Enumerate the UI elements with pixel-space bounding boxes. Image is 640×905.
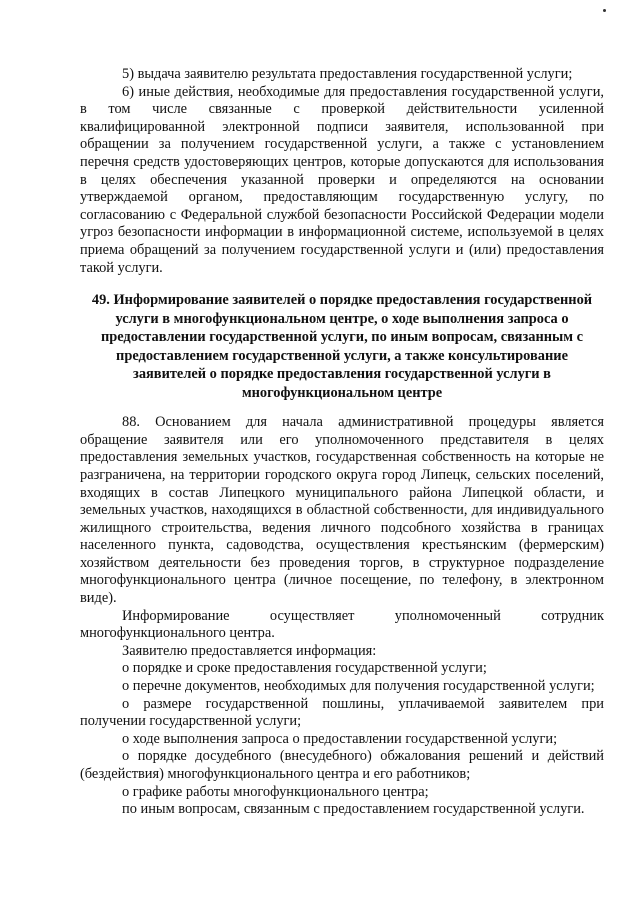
list-item: о порядке досудебного (внесудебного) обжалования решений и действий (бездействия) многофункционального центра и его работников;: [80, 748, 604, 782]
list-item: о графике работы многофункционального центра;: [122, 783, 429, 800]
list-item: по иным вопросам, связанным с предоставлением государственной услуги.: [122, 801, 585, 818]
list-item: о порядке и сроке предоставления государственной услуги;: [122, 660, 487, 677]
paragraph-information-provided: Заявителю предоставляется информация:: [122, 642, 377, 659]
list-item: о размере государственной пошлины, уплачиваемой заявителем при получении государственной услуги;: [80, 695, 604, 730]
paragraph-item-5: 5) выдача заявителю результата предоставления государственной услуги;: [122, 66, 573, 82]
document-body: [80, 66, 604, 819]
paragraph-88: 88. Основанием для начала административной процедуры является обращение заявителя или его уполномоченного представителя в целях предоставления земельных участков, государственная собственность на которые не разграничена, на территории городского округа город Липецк, сельских поселений, входящих в состав Липецкого муниципального района Липецкой области, и земельных участков, находящихся в областной собственности, для индивидуального жилищного строительства, ведения личного подсобного хозяйства в границах населенного пункта, садоводства, осуществления крестьянским (фермерским) хозяйством деятельности без проведения торгов, в структурное подразделение многофункционального центра (личное посещение, по телефону, в электронном виде).: [80, 414, 604, 607]
section-heading-49: 49. Информирование заявителей о порядке предоставления государственной услуги в многофункциональном центре, о ходе выполнения запроса о предоставлении государственной услуги, по иным вопросам, связанным с предоставлением государственной услуги, а также консультирование заявителей о порядке предоставления государственной услуги в многофункциональном центре: [91, 292, 593, 401]
paragraph-item-6: 6) иные действия, необходимые для предоставления государственной услуги, в том числе связанные с проверкой действительности усиленной квалифицированной электронной подписи заявителя, использованной при обращении за получением государственной услуги, а также с установлением перечня средств удостоверяющих центров, которые допускаются для использования в целях обеспечения указанной проверки и определяются на основании утверждаемой органом, предоставляющим государственную услугу, по согласованию с Федеральной службой безопасности Российской Федерации модели угроз безопасности информации в информационной системе, используемой в целях приема обращений за получением государственной услуги и (или) предоставления такой услуги.: [80, 83, 604, 276]
paragraph-informing: Информирование осуществляет уполномоченный сотрудник многофункционального центра.: [80, 607, 604, 642]
list-item: о перечне документов, необходимых для получения государственной услуги;: [122, 678, 595, 695]
list-item: о ходе выполнения запроса о предоставлении государственной услуги;: [122, 730, 558, 747]
scan-speck: [603, 9, 606, 12]
